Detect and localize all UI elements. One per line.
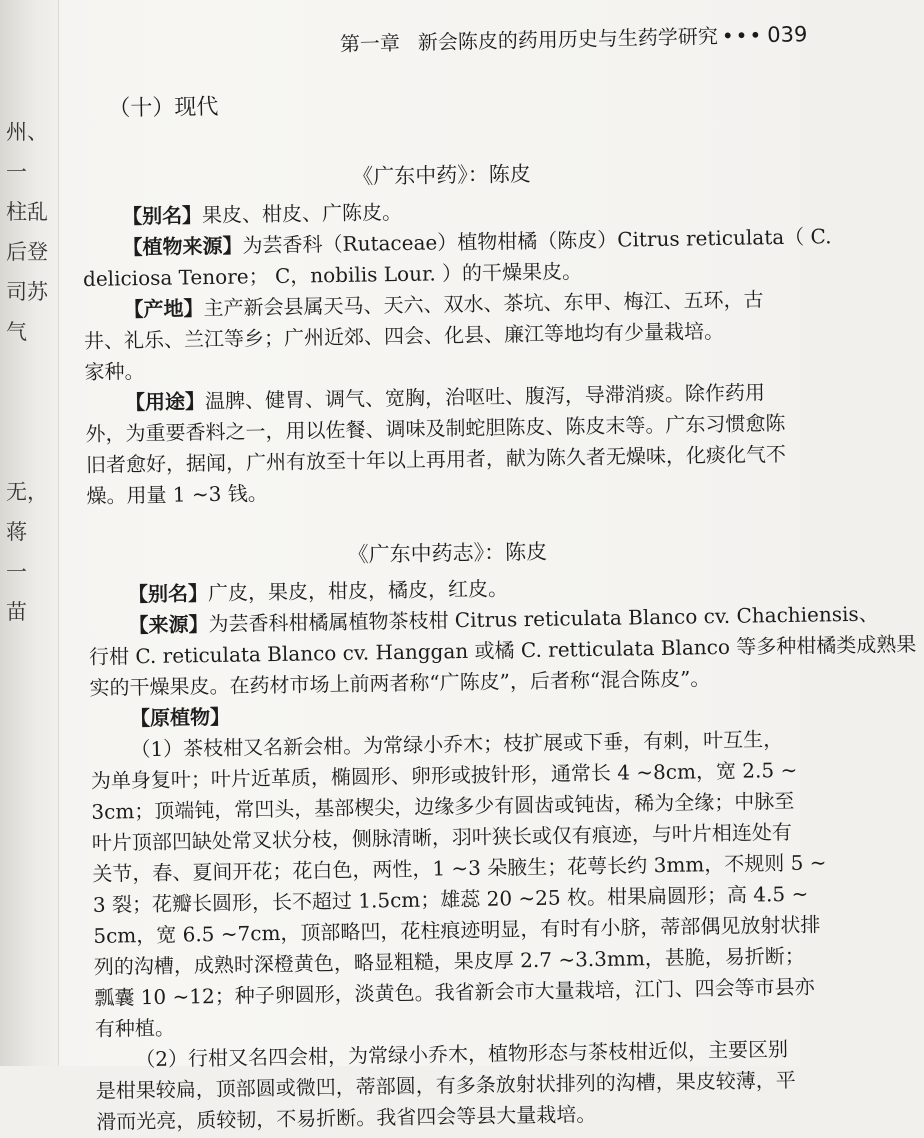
line-text: 为单身复叶；叶片近革质，椭圆形、卵形或披针形，通常长 4 ~8cm，宽 2.5 ~ [91, 758, 798, 793]
line-text: 滑而光亮，质较韧，不易折断。我省四会等县大量栽培。 [96, 1102, 596, 1134]
line-text: 关节，春、夏间开花；花白色，两性，1 ~3 朵腋生；花萼长约 3mm，不规则 5 ~ [92, 850, 826, 886]
field-tag: 【产地】 [123, 296, 203, 321]
line-text: 实的干燥果皮。在药材市场上前两者称“广陈皮”，后者称“混合陈皮”。 [89, 666, 710, 700]
line-text: 3cm；顶端钝，常凹头，基部楔尖，边缘多少有圆齿或钝齿，稀为全缘；中脉至 [91, 789, 794, 824]
line-text: 井、礼乐、兰江等乡；广州近郊、四会、化县、廉江等地均有少量栽培。 [84, 319, 724, 353]
previous-page-fragment: 柱乱 [6, 192, 46, 232]
previous-page-fragments [6, 112, 46, 632]
field-tag: 【别名】 [128, 581, 208, 606]
previous-page-fragment: 州、 [6, 112, 46, 152]
book2-body [88, 569, 817, 1138]
header-dots: ••• [722, 23, 764, 48]
previous-page-fragment [6, 352, 46, 392]
book-title-guangdong-zhongyaozhi: 《广东中药志》：陈皮 [87, 527, 808, 580]
line-text: deliciosa Tenore； C，nobilis Lour. ）的干燥果皮。 [83, 259, 582, 291]
line-text: 旧者愈好，据闻，广州有放至十年以上再用者，献为陈久者无燥味，化痰化气不 [86, 442, 786, 477]
previous-page-fragment: 苗 [6, 592, 46, 632]
line-text: 外，为重要香料之一，用以佐餐、调味及制蛇胆陈皮、陈皮末等。广东习惯愈陈 [85, 411, 785, 446]
field-tag: 【用途】 [125, 389, 205, 414]
line-text: 行柑 C. reticulata Blanco cv. Hanggan 或橘 C. retticulata Blanco 等多种柑橘类成熟果 [89, 632, 917, 669]
line-text: 果皮、柑皮、广陈皮。 [202, 200, 402, 227]
previous-page-fragment [6, 432, 46, 472]
book-title-guangdong-zhongyao: 《广东中药》：陈皮 [81, 149, 802, 202]
field-tag: 【别名】 [122, 203, 202, 228]
line-text: 广皮，果皮，柑皮，橘皮，红皮。 [208, 576, 508, 605]
book1-body [82, 191, 807, 512]
section-heading: （十）现代 [108, 79, 801, 130]
previous-page-fragment: 一 [6, 552, 46, 592]
previous-page-fragment: 蒋 [6, 512, 46, 552]
line-text: 燥。用量 1 ~3 钱。 [86, 481, 268, 508]
previous-page-fragment: 司苏 [6, 272, 46, 312]
previous-page-fragment [6, 392, 46, 432]
field-tag: 【植物来源】 [122, 233, 242, 259]
line-text: 为芸香科（Rutaceae）植物柑橘（陈皮）Citrus reticulata（ C. [242, 224, 831, 257]
line-text: 家种。 [84, 359, 144, 384]
line-text: 5cm，宽 6.5 ~7cm，顶部略凹，花柱痕迹明显，有时有小脐，蒂部偶见放射状排 [93, 912, 820, 947]
line-text: 瓢囊 10 ~12；种子卵圆形，淡黄色。我省新会市大量栽培，江门、四会等市县亦 [94, 975, 815, 1010]
line-text: 叶片顶部凹缺处常叉状分枝，侧脉清晰，羽叶狭长或仅有痕迹，与叶片相连处有 [92, 820, 792, 855]
previous-page-fragment: 一 [6, 152, 46, 192]
field-tag: 【来源】 [128, 612, 208, 637]
line-text: 3 裂；花瓣长圆形，长不超过 1.5cm；雄蕊 20 ~25 枚。柑果扁圆形；高 4.5 ~ [93, 882, 809, 917]
line-text: 主产新会县属天马、天六、双水、茶坑、东甲、梅江、五环，古 [203, 287, 763, 320]
line-text: 列的沟槽，成熟时深橙黄色，略显粗糙，果皮厚 2.7 ~3.3mm，甚脆，易折断； [94, 944, 805, 979]
field-tag: 【原植物】 [130, 705, 230, 731]
previous-page-fragment: 气 [6, 312, 46, 352]
chapter-title: 新会陈皮的药用历史与生药学研究 [418, 24, 718, 54]
previous-page-fragment: 后登 [6, 232, 46, 272]
running-head [340, 18, 801, 68]
book-gutter [0, 0, 59, 1066]
previous-page-fragment: 无， [6, 472, 46, 512]
page-content [80, 73, 816, 1138]
line-text: 有种植。 [95, 1016, 175, 1041]
line-text: （1）茶枝柑又名新会柑。为常绿小乔木；枝扩展或下垂，有刺，叶互生， [130, 727, 783, 761]
line-text: 为芸香科柑橘属植物茶枝柑 Citrus reticulata Blanco cv. Chachiensis、 [208, 602, 879, 637]
line-text: （2）行柑又名四会柑，为常绿小乔木，植物形态与茶枝柑近似，主要区别 [135, 1037, 788, 1071]
chapter-label: 第一章 [340, 31, 400, 56]
page-number: 039 [767, 22, 808, 47]
line-text: 是柑果较扁，顶部圆或微凹，蒂部圆，有多条放射状排列的沟槽，果皮较薄，平 [96, 1068, 796, 1103]
line-text: 温脾、健胃、调气、宽胸，治呕吐、腹泻，导滞消痰。除作药用 [205, 380, 765, 413]
